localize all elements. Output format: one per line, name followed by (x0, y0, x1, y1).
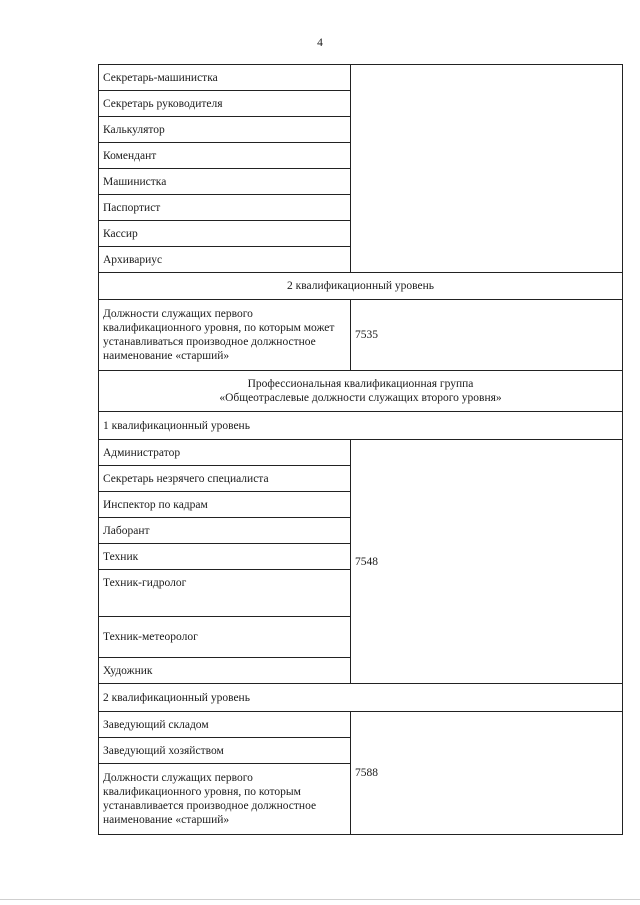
position-cell: Художник (99, 658, 351, 684)
position-cell: Техник (99, 544, 351, 570)
table-row (99, 300, 623, 371)
scan-edge-line (0, 899, 640, 900)
group-heading (99, 371, 623, 412)
position-cell: Комендант (99, 143, 351, 169)
level-heading: 1 квалификационный уровень (99, 412, 623, 440)
description-cell: Должности служащих первого квалификационного уровня, по которым устанавливается производное должностное наименование «старший» (99, 764, 351, 835)
table-row (99, 712, 623, 738)
group-title-line2: «Общеотраслевые должности служащих второго уровня» (219, 392, 502, 404)
level-heading: 2 квалификационный уровень (99, 684, 623, 712)
position-cell: Секретарь руководителя (99, 91, 351, 117)
position-cell: Машинистка (99, 169, 351, 195)
level-heading: 2 квалификационный уровень (99, 273, 623, 300)
position-cell: Калькулятор (99, 117, 351, 143)
position-cell: Секретарь незрячего специалиста (99, 466, 351, 492)
position-cell: Кассир (99, 221, 351, 247)
position-cell: Секретарь-машинистка (99, 65, 351, 91)
table-row (99, 371, 623, 412)
code-cell: 7535 (351, 300, 623, 371)
table-row (99, 684, 623, 712)
description-cell: Должности служащих первого квалификационного уровня, по которым может устанавливаться производное должностное наименование «старший» (99, 300, 351, 371)
position-cell: Техник-метеоролог (99, 617, 351, 658)
salary-table (98, 64, 623, 835)
code-cell: 7548 (351, 440, 623, 684)
position-cell: Инспектор по кадрам (99, 492, 351, 518)
position-cell: Лаборант (99, 518, 351, 544)
position-cell: Техник-гидролог (99, 570, 351, 617)
table-row (99, 412, 623, 440)
page-number: 4 (317, 37, 323, 49)
table-row (99, 65, 623, 91)
position-cell: Администратор (99, 440, 351, 466)
position-cell: Архивариус (99, 247, 351, 273)
group-title-line1: Профессиональная квалификационная группа (247, 378, 474, 390)
position-cell: Паспортист (99, 195, 351, 221)
code-cell-empty (351, 65, 623, 273)
table-row (99, 440, 623, 466)
position-cell: Заведующий хозяйством (99, 738, 351, 764)
table-row (99, 273, 623, 300)
position-cell: Заведующий складом (99, 712, 351, 738)
code-cell: 7588 (351, 712, 623, 835)
